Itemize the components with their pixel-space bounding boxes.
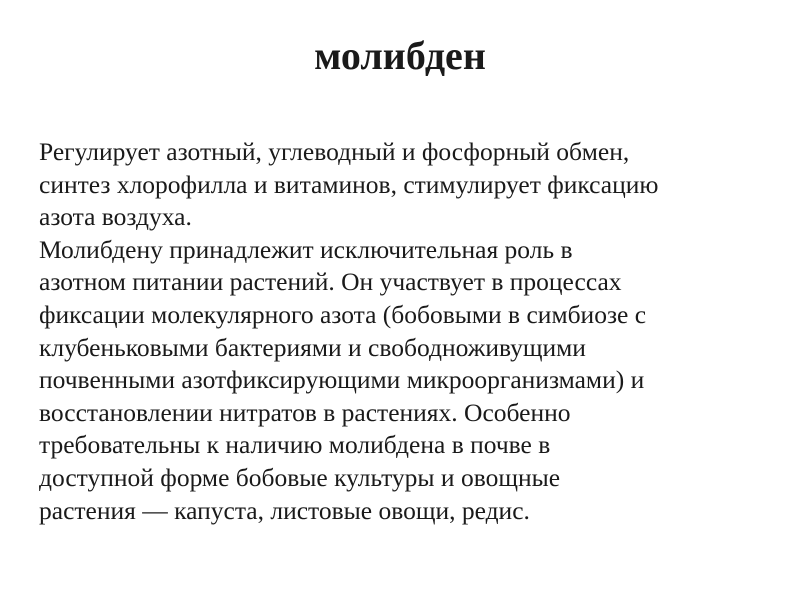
body-line: азотном питании растений. Он участвует в процессах <box>39 267 622 297</box>
body-line: клубеньковыми бактериями и свободноживущими <box>39 332 586 362</box>
body-line: Регулирует азотный, углеводный и фосфорный обмен, <box>39 137 630 166</box>
body-line: требовательны к наличию молибдена в почве в <box>39 430 551 460</box>
body-line: Молибдену принадлежит исключительная роль в <box>39 234 573 264</box>
body-line: доступной форме бобовые культуры и овощные <box>39 462 561 492</box>
body-line: фиксации молекулярного азота (бобовыми в симбиозе с <box>39 299 647 329</box>
slide-body-text <box>39 136 799 527</box>
body-line: синтез хлорофилла и витаминов, стимулирует фиксацию <box>39 169 659 199</box>
slide-title: молибден <box>314 33 486 78</box>
body-line: восстановлении нитратов в растениях. Особенно <box>39 397 571 427</box>
body-line: растения — капуста, листовые овощи, редис. <box>39 495 530 525</box>
body-line: азота воздуха. <box>39 202 192 232</box>
body-line: почвенными азотфиксирующими микроорганизмами) и <box>39 365 645 395</box>
